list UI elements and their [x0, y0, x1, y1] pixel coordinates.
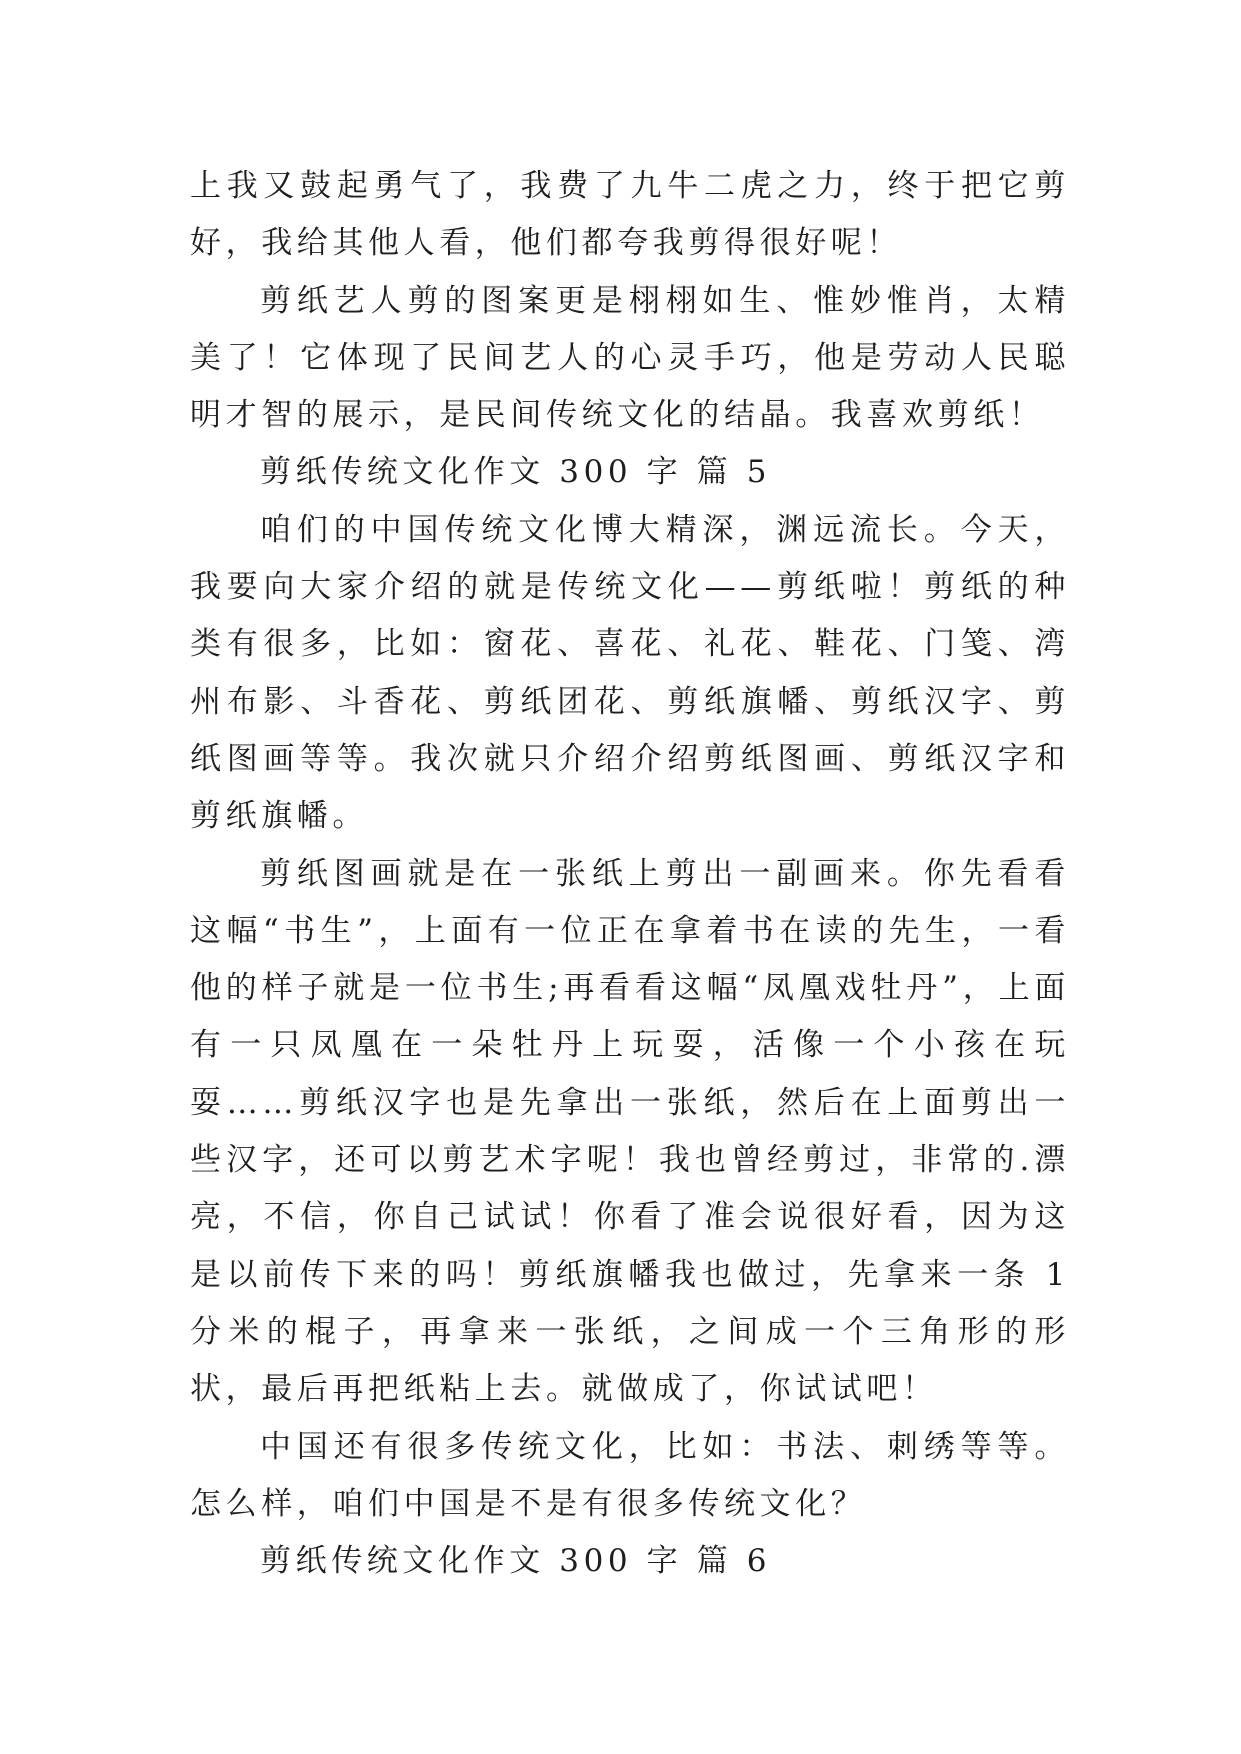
paragraph-intro-types: 咱们的中国传统文化博大精深，渊远流长。今天，我要向大家介绍的就是传统文化——剪纸啦！剪纸的种类有很多，比如：窗花、喜花、礼花、鞋花、门笺、湾州布影、斗香花、剪纸团花、剪纸旗幡、剪纸汉字、剪纸图画等等。我次就只介绍介绍剪纸图画、剪纸汉字和剪纸旗幡。 [190, 511, 1070, 835]
paragraph-paper-cut-pictures: 剪纸图画就是在一张纸上剪出一副画来。你先看看这幅“书生”，上面有一位正在拿着书在读的先生，一看他的样子就是一位书生;再看看这幅“凤凰戏牡丹”，上面有一只凤凰在一朵牡丹上玩耍，活像一个小孩在玩耍……剪纸汉字也是先拿出一张纸，然后在上面剪出一些汉字，还可以剪艺术字呢！我也曾经剪过，非常的.漂亮，不信，你自己试试！你看了准会说很好看，因为这是以前传下来的吗！剪纸旗幡我也做过，先拿来一条 1 分米的棍子，再拿来一张纸，之间成一个三角形的形状，最后再把纸粘上去。就做成了，你试试吧！ [190, 855, 1070, 1408]
paragraph-paper-cut-artists: 剪纸艺人剪的图案更是栩栩如生、惟妙惟肖，太精美了！它体现了民间艺人的心灵手巧，他是劳动人民聪明才智的展示，是民间传统文化的结晶。我喜欢剪纸！ [190, 282, 1070, 434]
paragraph-conclusion: 中国还有很多传统文化，比如：书法、刺绣等等。怎么样，咱们中国是不是有很多传统文化？ [190, 1428, 1070, 1522]
essay-text [190, 158, 1070, 1590]
paragraph-continuation: 上我又鼓起勇气了，我费了九牛二虎之力，终于把它剪好，我给其他人看，他们都夸我剪得很好呢！ [190, 168, 1070, 262]
section-heading-5: 剪纸传统文化作文 300 字 篇 5 [260, 454, 772, 491]
section-heading-6: 剪纸传统文化作文 300 字 篇 6 [260, 1543, 772, 1580]
